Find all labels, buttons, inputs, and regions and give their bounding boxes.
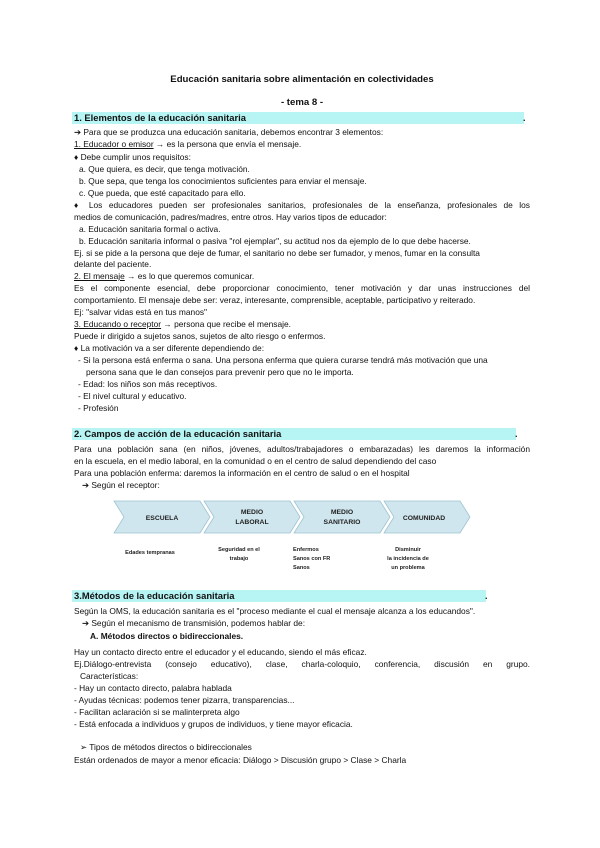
s1-message-line-2: comportamiento. El mensaje debe ser: veraz, interesante, comprensible, aceptable, participativo y reiterado. <box>74 295 476 305</box>
step-caption-medio-sanitario-1: Enfermos <box>293 547 319 553</box>
section-1-heading: 1. Elementos de la educación sanitaria <box>72 112 524 124</box>
s1-motivation-intro: ♦ La motivación va a ser diferente dependiendo de: <box>74 343 265 353</box>
s3-examples-line-1: Ej.Diálogo-entrevista (consejo educativo), clase, charla-coloquio, conferencia, discusión en grupo. <box>74 659 530 669</box>
s3-characteristic-1: - Hay un contacto directo, palabra hablada <box>74 683 232 693</box>
s1-requirement-c: c. Que pueda, que esté capacitado para ello. <box>79 188 246 198</box>
s2-line-1: Para una población sana (en niños, jóvenes, adultos/trabajadores o embarazadas) les daremos la información <box>74 444 530 454</box>
s1-motivation-1-line-1: - Si la persona está enferma o sana. Una persona enferma que quiera curarse tendrá más motivación que una <box>78 355 488 365</box>
s1-requirement-a: a. Que quiera, es decir, que tenga motivación. <box>79 164 250 174</box>
receptor-process-diagram <box>112 498 472 578</box>
section-2-heading: 2. Campos de acción de la educación sanitaria <box>72 428 516 440</box>
step-label-comunidad: COMUNIDAD <box>402 515 446 522</box>
chevron-medio-sanitario <box>294 501 390 533</box>
s1-element-3-label: 3. Educando o receptor <box>74 319 162 329</box>
chevron-medio-laboral <box>204 501 300 533</box>
s1-motivation-1-line-2: persona sana que le dan consejos para prevenir pero que no le importa. <box>86 367 354 377</box>
step-caption-comunidad-2: la incidencia de <box>387 556 429 562</box>
s1-message-line-1: Es el componente esencial, debe proporcionar conocimiento, tener motivación y dar unas instrucciones del <box>74 283 530 293</box>
s3-oms: Según la OMS, la educación sanitaria es el "proceso mediante el cual el mensaje alcanza a los educandos". <box>74 606 476 616</box>
s3-characteristic-3: - Facilitan aclaración si se malinterpreta algo <box>74 707 240 717</box>
s2-receptor: ➔ Según el receptor: <box>82 480 160 490</box>
section-3-heading-dot: . <box>485 591 488 601</box>
s3-types-heading: ➢ Tipos de métodos directos o bidireccionales <box>80 742 252 752</box>
step-caption-medio-laboral-2: trabajo <box>229 556 249 562</box>
s1-element-3-rest: → persona que recibe el mensaje. <box>161 319 291 329</box>
s1-element-2-rest: → es lo que queremos comunicar. <box>124 271 255 281</box>
step-caption-comunidad-3: un problema <box>391 565 425 571</box>
s1-element-3 <box>74 319 530 329</box>
step-label-medio-sanitario-1: MEDIO <box>330 509 354 516</box>
step-label-medio-laboral-2: LABORAL <box>235 519 269 526</box>
section-2-heading-dot: . <box>515 429 518 439</box>
s1-educators-line-2: medios de comunicación, padres/madres, entre otros. Hay varios tipos de educador: <box>74 212 387 222</box>
s1-example-1-line-1: Ej. si se pide a la persona que deje de fumar, el sanitario no debe ser fumador, y menos, fumar en la consulta <box>74 248 480 258</box>
step-caption-medio-sanitario-2: Sanos con FR <box>293 556 331 562</box>
s1-element-1-label: 1. Educador o emisor <box>74 139 154 149</box>
step-label-escuela: ESCUELA <box>145 515 179 522</box>
s1-element-2-label: 2. El mensaje <box>74 271 125 281</box>
step-caption-medio-laboral-1: Seguridad en el <box>218 547 260 553</box>
s1-example-1-line-2: delante del paciente. <box>74 259 152 269</box>
s2-line-2: en la escuela, en el medio laboral, en la comunidad o en el centro de salud dependiendo del caso <box>74 456 437 466</box>
step-label-medio-sanitario-2: SANITARIO <box>323 519 361 526</box>
step-label-medio-laboral-1: MEDIO <box>240 509 264 516</box>
s1-intro: ➔ Para que se produzca una educación sanitaria, debemos encontrar 3 elementos: <box>74 127 384 137</box>
s1-type-b: b. Educación sanitaria informal o pasiva "rol ejemplar", su actitud nos da ejemplo de lo que debe hacerse. <box>79 236 471 246</box>
s1-receiver-line: Puede ir dirigido a sujetos sanos, sujetos de alto riesgo o enfermos. <box>74 331 326 341</box>
s1-type-a: a. Educación sanitaria formal o activa. <box>79 224 221 234</box>
s1-element-1-rest: → es la persona que envía el mensaje. <box>153 139 302 149</box>
s1-element-1 <box>74 139 530 149</box>
step-caption-escuela: Edades tempranas <box>125 550 175 556</box>
section-3-heading: 3.Métodos de la educación sanitaria <box>72 590 486 602</box>
s3-contact: Hay un contacto directo entre el educador y el educando, siendo el más eficaz. <box>74 647 367 657</box>
step-caption-comunidad-1: Disminuir <box>395 547 421 553</box>
s1-example-2: Ej: "salvar vidas está en tus manos" <box>74 307 208 317</box>
step-caption-medio-sanitario-3: Sanos <box>293 565 310 571</box>
s1-element-2 <box>74 271 530 281</box>
s2-line-3: Para una población enferma: daremos la información en el centro de salud o en el hospital <box>74 468 410 478</box>
s1-requirements-intro: ♦ Debe cumplir unos requisitos: <box>74 152 191 162</box>
s3-subheading-a: A. Métodos directos o bidireccionales. <box>90 631 244 641</box>
document-subtitle: - tema 8 - <box>280 97 324 108</box>
s1-requirement-b: b. Que sepa, que tenga los conocimientos suficientes para enviar el mensaje. <box>79 176 367 186</box>
s3-characteristics-title: Características: <box>80 671 139 681</box>
s3-mechanism: ➔ Según el mecanismo de transmisión, podemos hablar de: <box>82 618 306 628</box>
s1-educators-line-1: ♦ Los educadores pueden ser profesionales sanitarios, profesionales de la enseñanza, profesionales de los <box>74 200 530 210</box>
s3-order: Están ordenados de mayor a menor eficacia: Diálogo > Discusión grupo > Clase > Charla <box>74 755 407 765</box>
s1-motivation-4: - Profesión <box>78 403 119 413</box>
document-title: Educación sanitaria sobre alimentación en colectividades <box>170 74 434 85</box>
s1-motivation-2: - Edad: los niños son más receptivos. <box>78 379 218 389</box>
s3-characteristic-2: - Ayudas técnicas: podemos tener pizarra, transparencias... <box>74 695 295 705</box>
section-1-heading-dot: . <box>523 113 526 123</box>
s3-characteristic-4: - Está enfocada a individuos y grupos de individuos, y tiene mayor eficacia. <box>74 719 353 729</box>
s1-motivation-3: - El nivel cultural y educativo. <box>78 391 187 401</box>
